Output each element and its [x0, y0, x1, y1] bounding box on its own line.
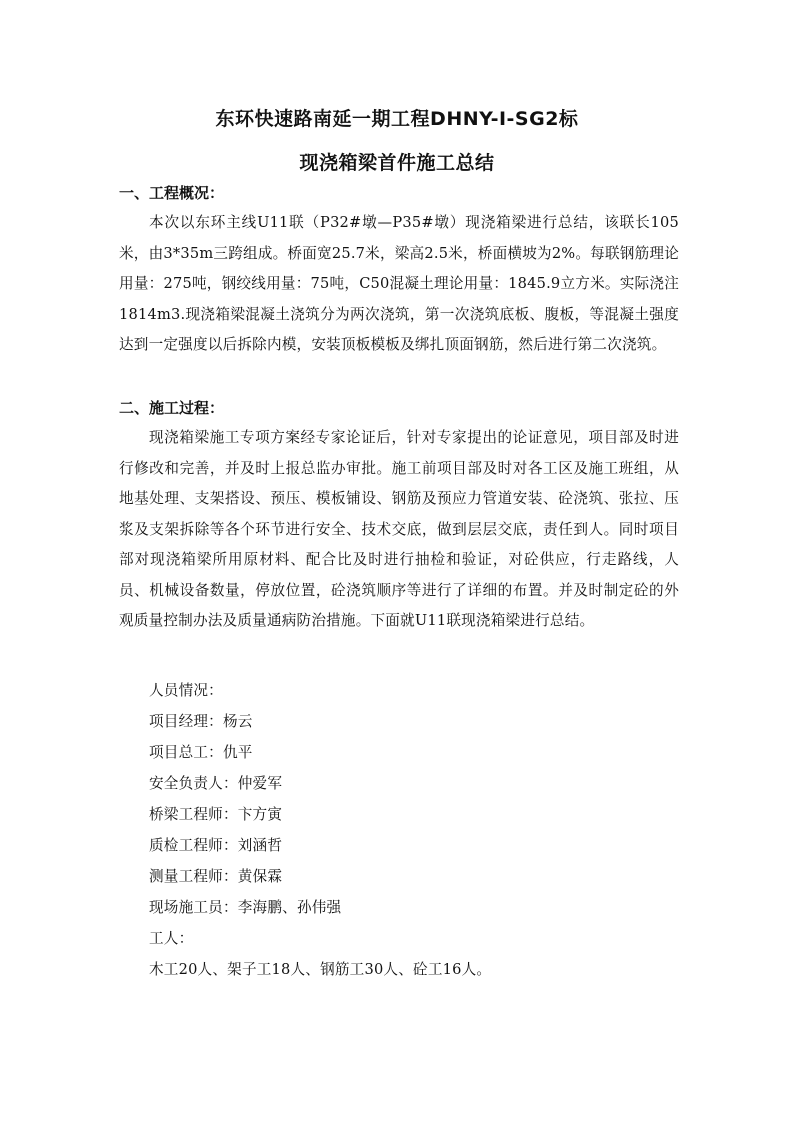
document-title: 东环快速路南延一期工程DHNY-Ⅰ-SG2标	[215, 108, 579, 130]
section-heading-process: 二、施工过程：	[119, 399, 225, 417]
personnel-heading: 人员情况：	[149, 682, 223, 699]
personnel-item: 安全负责人：仲爱军	[149, 775, 283, 792]
personnel-item: 项目总工：仇平	[149, 744, 253, 761]
process-paragraph: 现浇箱梁施工专项方案经专家论证后，针对专家提出的论证意见，项目部及时进行修改和完善，并及时上报总监办审批。施工前项目部及时对各工区及施工班组，从地基处理、支架搭设、预压、模板铺设、钢筋及预应力管道安装、砼浇筑、张拉、压浆及支架拆除等各个环节进行安全、技术交底，做到层层交底，责任到人。同时项目部对现浇箱梁所用原材料、配合比及时进行抽检和验证，对砼供应，行走路线，人员、机械设备数量，停放位置，砼浇筑顺序等进行了详细的布置。并及时制定砼的外观质量控制办法及质量通病防治措施。下面就U11联现浇箱梁进行总结。	[119, 429, 679, 629]
section-heading-overview: 一、工程概况：	[119, 184, 225, 202]
personnel-item: 质检工程师：刘涵哲	[149, 837, 283, 854]
overview-paragraph: 本次以东环主线U11联（P32#墩—P35#墩）现浇箱梁进行总结，该联长105米，由3*35m三跨组成。桥面宽25.7米，梁高2.5米，桥面横坡为2%。每联钢筋理论用量：275吨，钢绞线用量：75吨，C50混凝土理论用量：1845.9立方米。实际浇注1814m3.现浇箱梁混凝土浇筑分为两次浇筑，第一次浇筑底板、腹板，等混凝土强度达到一定强度以后拆除内模，安装顶板模板及绑扎顶面钢筋，然后进行第二次浇筑。	[119, 214, 679, 353]
workers-line: 木工20人、架子工18人、钢筋工30人、砼工16人。	[149, 961, 492, 978]
personnel-item: 桥梁工程师：卞方寅	[149, 806, 283, 823]
document-subtitle: 现浇箱梁首件施工总结	[299, 152, 495, 174]
personnel-item: 测量工程师：黄保霖	[149, 868, 283, 885]
personnel-item: 现场施工员：李海鹏、孙伟强	[149, 899, 342, 916]
personnel-item: 项目经理：杨云	[149, 713, 253, 730]
workers-heading: 工人：	[149, 930, 194, 947]
